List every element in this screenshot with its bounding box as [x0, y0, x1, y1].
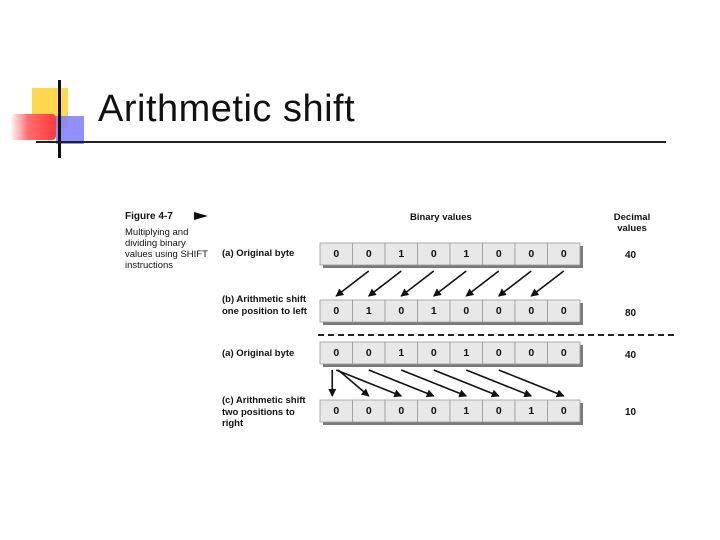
bit-value: 0 [560, 305, 567, 317]
bit-value: 0 [560, 405, 567, 417]
shift-arrow [338, 370, 369, 396]
bit-value: 0 [560, 347, 567, 359]
bit-value: 1 [430, 305, 437, 317]
bit-value: 0 [365, 248, 372, 260]
decimal-value-row-b: 80 [625, 308, 637, 319]
bit-value: 0 [495, 248, 502, 260]
bit-value: 1 [528, 405, 535, 417]
shift-arrow [336, 271, 369, 296]
shift-arrow [499, 370, 564, 396]
shift-arrow [466, 370, 531, 396]
shift-arrow [369, 370, 434, 396]
row-label-original-1: (a) Original byte [222, 248, 295, 259]
bit-value: 0 [528, 347, 535, 359]
bit-value: 0 [495, 305, 502, 317]
shift-arrow [401, 271, 434, 296]
bit-value: 1 [398, 248, 405, 260]
shift-arrow [401, 370, 466, 396]
shift-arrow [499, 271, 532, 296]
figure-number: Figure 4-7 [125, 211, 173, 222]
bit-value: 0 [365, 347, 372, 359]
bit-value: 0 [333, 347, 340, 359]
bit-value: 0 [430, 248, 437, 260]
row-label-shift-left: (b) Arithmetic shift one position to left [222, 294, 307, 317]
bit-value: 0 [398, 305, 405, 317]
shift-arrow [336, 370, 401, 396]
header-binary-values: Binary values [410, 212, 472, 223]
bit-value: 1 [365, 305, 372, 317]
row-label-shift-right: (c) Arithmetic shift two positions to right [222, 395, 306, 429]
slide-title: Arithmetic shift [98, 88, 356, 130]
figure-caption: Multiplying and dividing binary values using SHIFT instructions [125, 227, 208, 271]
bit-value: 0 [495, 347, 502, 359]
bit-value: 0 [528, 248, 535, 260]
shift-arrow [434, 271, 467, 296]
bit-value: 0 [463, 305, 470, 317]
shift-arrow [434, 370, 499, 396]
bit-value: 1 [398, 347, 405, 359]
bit-value: 1 [463, 248, 470, 260]
bit-value: 0 [430, 347, 437, 359]
bit-value: 0 [365, 405, 372, 417]
bit-value: 1 [463, 405, 470, 417]
bit-value: 0 [560, 248, 567, 260]
decimal-value-row-a2: 40 [625, 350, 637, 361]
bit-value: 0 [528, 305, 535, 317]
bit-value: 0 [333, 248, 340, 260]
bit-value: 0 [333, 305, 340, 317]
bit-value: 0 [333, 405, 340, 417]
decimal-value-row-c: 10 [625, 407, 637, 418]
shift-arrow [531, 271, 564, 296]
decimal-value-row-a: 40 [625, 250, 637, 261]
bit-value: 0 [398, 405, 405, 417]
shift-arrow [369, 271, 402, 296]
bit-value: 0 [430, 405, 437, 417]
bit-value: 1 [463, 347, 470, 359]
header-decimal-values: Decimal values [613, 212, 651, 234]
row-label-original-2: (a) Original byte [222, 348, 295, 359]
shift-arrow [466, 271, 499, 296]
bit-value: 0 [495, 405, 502, 417]
